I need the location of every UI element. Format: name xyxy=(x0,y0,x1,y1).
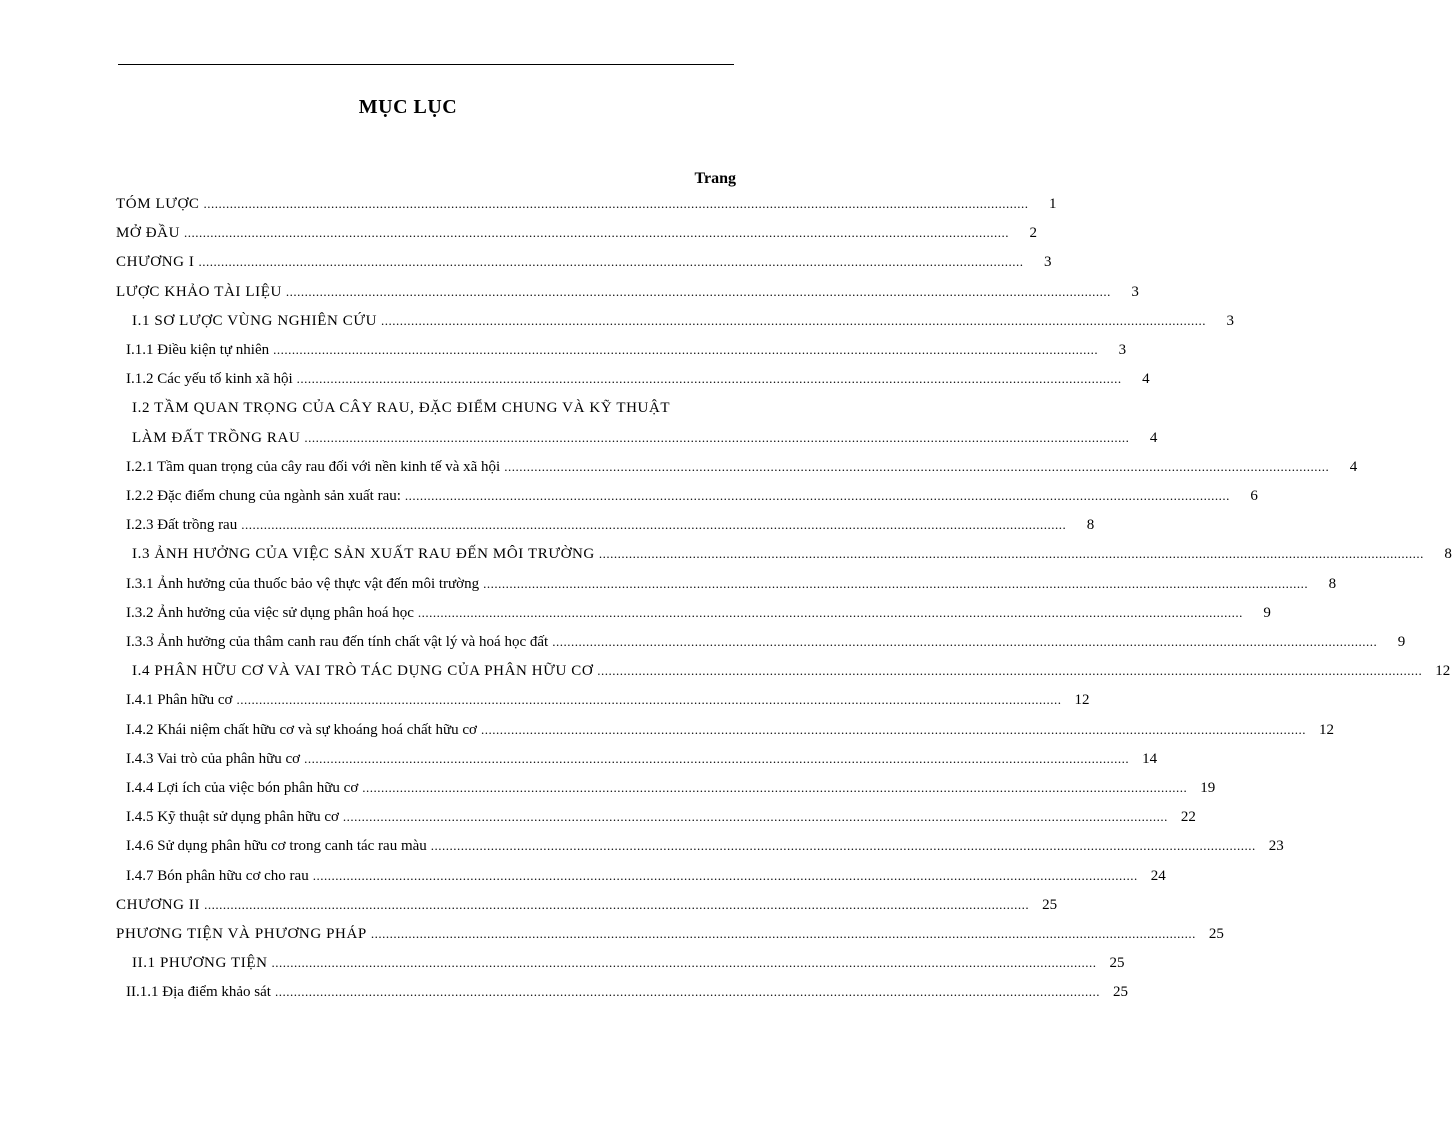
toc-entry-label: I.4.5 Kỹ thuật sử dụng phân hữu cơ xyxy=(126,809,339,826)
dot-leader: ............................................................................................................................................................................................................................ xyxy=(203,196,1029,211)
dot-leader: ............................................................................................................................................................................................................................ xyxy=(370,926,1196,941)
toc-entry xyxy=(116,225,1038,253)
toc-entry-label: I.4.7 Bón phân hữu cơ cho rau xyxy=(126,867,309,884)
toc-entry-page-number: 23 xyxy=(1268,838,1284,855)
toc-entry xyxy=(116,750,1158,779)
toc-entry-page-number: 9 xyxy=(1397,634,1406,650)
dot-leader: ............................................................................................................................................................................................................................ xyxy=(274,984,1100,1000)
toc-entry-page-number: 12 xyxy=(1074,692,1090,709)
toc-entry-label: I.1.1 Điều kiện tự nhiên xyxy=(126,342,270,358)
toc-entry-label: LÀM ĐẤT TRỒNG RAU xyxy=(132,429,301,446)
dot-leader: ............................................................................................................................................................................................................................ xyxy=(204,896,1030,912)
toc-entry-label: II.1.1 Địa điểm khảo sát xyxy=(126,984,271,1001)
toc-entry-page-number: 25 xyxy=(1042,896,1058,913)
toc-entry-label: I.2 TẦM QUAN TRỌNG CỦA CÂY RAU, ĐẶC ĐIỂM CHUNG VÀ KỸ THUẬT xyxy=(132,400,671,417)
toc-entry-label: II.1 PHƯƠNG TIỆN xyxy=(132,955,268,972)
toc-entry xyxy=(116,517,1095,545)
toc-entry-page-number: 1 xyxy=(1049,196,1057,212)
toc-entry-label: I.2.1 Tầm quan trọng của cây rau đối với nền kinh tế và xã hội xyxy=(126,458,501,475)
toc-entry xyxy=(116,342,1127,370)
toc-entry-page-number: 25 xyxy=(1208,926,1224,942)
dot-leader: ............................................................................................................................................................................................................................ xyxy=(184,225,1010,241)
toc-entry xyxy=(116,458,1358,487)
toc-entry-page-number: 2 xyxy=(1029,225,1038,242)
toc-entry xyxy=(116,634,1406,662)
toc-entry-label: I.4.1 Phân hữu cơ xyxy=(126,692,233,709)
dot-leader: ............................................................................................................................................................................................................................ xyxy=(597,663,1423,679)
dot-leader: ............................................................................................................................................................................................................................ xyxy=(342,809,1168,825)
toc-entry-page-number: 8 xyxy=(1328,575,1337,592)
toc-entry-page-number: 6 xyxy=(1250,488,1258,504)
toc-entry-page-number: 22 xyxy=(1180,809,1196,826)
toc-entry-label: MỞ ĐẦU xyxy=(116,225,181,242)
page-column-header: Trang xyxy=(694,170,736,187)
toc-entry-label: PHƯƠNG TIỆN VÀ PHƯƠNG PHÁP xyxy=(116,926,367,942)
dot-leader: ............................................................................................................................................................................................................................ xyxy=(483,575,1309,591)
dot-leader: ............................................................................................................................................................................................................................ xyxy=(236,692,1062,708)
dot-leader: ............................................................................................................................................................................................................................ xyxy=(481,721,1306,737)
toc-entry xyxy=(116,546,1452,574)
toc-entry-label: LƯỢC KHẢO TÀI LIỆU xyxy=(116,283,282,300)
toc-entry xyxy=(116,809,1196,837)
toc-entry-label: I.1 SƠ LƯỢC VÙNG NGHIÊN CỨU xyxy=(132,312,378,329)
toc-entry-page-number: 25 xyxy=(1112,984,1128,1001)
toc-entry-label: CHƯƠNG II xyxy=(116,896,201,913)
dot-leader: ............................................................................................................................................................................................................................ xyxy=(296,371,1122,387)
toc-entry xyxy=(116,488,1258,516)
toc-entry xyxy=(116,984,1128,1012)
toc-entry-label: I.2.3 Đất trồng rau xyxy=(126,517,238,534)
dot-leader: ............................................................................................................................................................................................................................ xyxy=(273,342,1099,357)
toc-entry-label: I.4.3 Vai trò của phân hữu cơ xyxy=(126,750,301,767)
toc-entry xyxy=(116,896,1058,925)
toc-entry xyxy=(116,283,1139,312)
toc-entry-page-number: 14 xyxy=(1142,750,1158,767)
dot-leader: ............................................................................................................................................................................................................................ xyxy=(285,283,1111,299)
toc-entry-label: TÓM LƯỢC xyxy=(116,196,200,212)
dot-leader: ............................................................................................................................................................................................................................ xyxy=(241,517,1067,533)
dot-leader: ............................................................................................................................................................................................................................ xyxy=(404,488,1230,503)
toc-entry-label: I.2.2 Đặc điểm chung của ngành sản xuất rau: xyxy=(126,488,401,504)
toc-entry-label: I.3.1 Ảnh hưởng của thuốc bảo vệ thực vật đến môi trường xyxy=(126,575,480,592)
dot-leader: ............................................................................................................................................................................................................................ xyxy=(304,429,1130,445)
toc-entry xyxy=(116,575,1337,604)
toc-entry-label: I.4 PHÂN HỮU CƠ VÀ VAI TRÒ TÁC DỤNG CỦA PHÂN HỮU CƠ xyxy=(132,663,594,680)
toc-entry-page-number: 3 xyxy=(1044,254,1052,271)
toc-entry-label: I.3.2 Ảnh hưởng của việc sử dụng phân hoá học xyxy=(126,604,414,621)
page-title: MỤC LỤC xyxy=(358,96,458,118)
toc-entry-label: I.4.4 Lợi ích của việc bón phân hữu cơ xyxy=(126,780,359,796)
toc-entry-label: I.4.2 Khái niệm chất hữu cơ và sự khoáng hoá chất hữu cơ xyxy=(126,721,477,738)
toc-entry-page-number: 4 xyxy=(1142,371,1150,388)
dot-leader: ............................................................................................................................................................................................................................ xyxy=(552,634,1378,649)
toc-entry xyxy=(116,400,738,428)
toc-entry xyxy=(116,604,1271,633)
toc-entry-page-number: 4 xyxy=(1149,429,1158,446)
toc-entry xyxy=(116,254,1052,282)
toc-entry-label: I.4.6 Sử dụng phân hữu cơ trong canh tác rau màu xyxy=(126,838,427,855)
dot-leader: ............................................................................................................................................................................................................................ xyxy=(304,750,1130,766)
toc-entry-page-number: 8 xyxy=(1086,517,1095,534)
dot-leader: ............................................................................................................................................................................................................................ xyxy=(381,312,1207,328)
toc-entry-label: CHƯƠNG I xyxy=(116,254,195,271)
toc-entry-page-number: 12 xyxy=(1435,663,1451,680)
toc-entry-label: I.3 ẢNH HƯỞNG CỦA VIỆC SẢN XUẤT RAU ĐẾN MÔI TRƯỜNG xyxy=(132,546,595,563)
toc-entry-page-number: 19 xyxy=(1200,780,1216,796)
toc-entry-page-number: 3 xyxy=(1131,283,1139,300)
toc-entry xyxy=(116,721,1334,750)
toc-entry xyxy=(116,867,1166,896)
toc-entry-page-number: 25 xyxy=(1109,955,1125,972)
toc-entry xyxy=(116,371,1150,399)
toc-entry xyxy=(116,692,1090,720)
toc-entry-page-number: 3 xyxy=(1226,312,1235,329)
toc-entry xyxy=(116,663,1451,691)
toc-entry-label: I.3.3 Ảnh hưởng của thâm canh rau đến tính chất vật lý và hoá học đất xyxy=(126,634,549,650)
toc-entry-page-number: 3 xyxy=(1118,342,1127,358)
dot-leader: ............................................................................................................................................................................................................................ xyxy=(271,955,1097,971)
toc-entry xyxy=(116,955,1125,983)
header-rule xyxy=(118,64,734,65)
toc-entry-label: I.1.2 Các yếu tố kinh xã hội xyxy=(126,371,293,388)
dot-leader: ............................................................................................................................................................................................................................ xyxy=(198,254,1024,270)
dot-leader: ............................................................................................................................................................................................................................ xyxy=(417,604,1243,620)
toc-entry-page-number: 9 xyxy=(1263,604,1271,621)
dot-leader: ............................................................................................................................................................................................................................ xyxy=(504,458,1330,474)
dot-leader: ............................................................................................................................................................................................................................ xyxy=(598,546,1424,562)
toc-entry xyxy=(116,838,1284,866)
toc-entry xyxy=(116,312,1235,341)
dot-leader: ............................................................................................................................................................................................................................ xyxy=(430,838,1256,854)
toc-entry xyxy=(116,926,1224,954)
toc-entry xyxy=(116,196,1057,224)
toc-entry-page-number: 8 xyxy=(1444,546,1452,563)
toc-entry-page-number: 12 xyxy=(1319,721,1334,738)
dot-leader: ............................................................................................................................................................................................................................ xyxy=(362,780,1188,795)
toc-entry-page-number: 4 xyxy=(1349,458,1358,475)
toc-entry xyxy=(116,780,1216,808)
toc-entry xyxy=(116,429,1158,458)
toc-entry-page-number: 24 xyxy=(1150,867,1166,884)
dot-leader: ............................................................................................................................................................................................................................ xyxy=(312,867,1138,883)
